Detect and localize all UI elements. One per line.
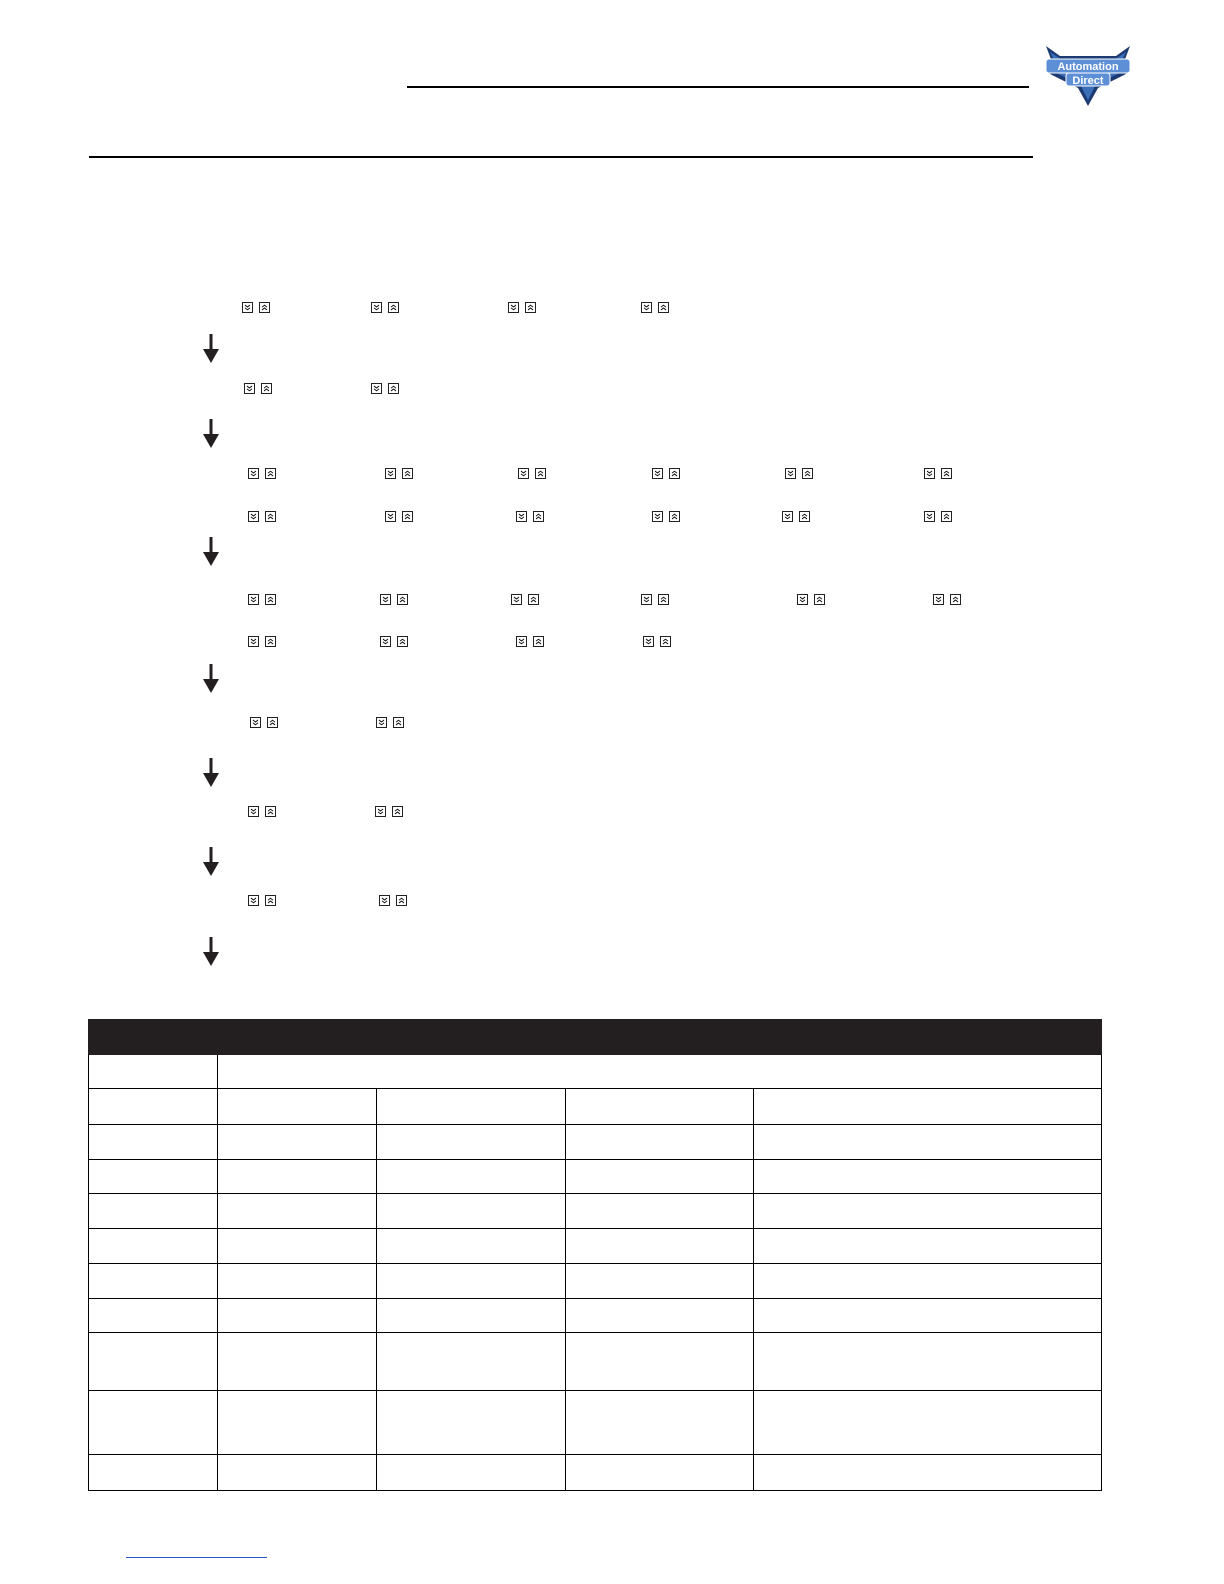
down-key-icon	[641, 302, 652, 313]
up-key-icon	[265, 636, 276, 647]
table-cell	[89, 1229, 218, 1264]
up-key-icon	[658, 302, 669, 313]
down-key-icon	[641, 594, 652, 605]
table-cell	[218, 1055, 1102, 1089]
svg-text:Automation: Automation	[1057, 61, 1119, 73]
key-pair	[641, 594, 669, 605]
table-cell	[377, 1160, 566, 1194]
table-cell	[754, 1229, 1102, 1264]
up-key-icon	[259, 302, 270, 313]
up-key-icon	[799, 511, 810, 522]
up-key-icon	[261, 383, 272, 394]
down-key-icon	[797, 594, 808, 605]
down-key-icon	[375, 806, 386, 817]
up-key-icon	[533, 636, 544, 647]
down-key-icon	[248, 511, 259, 522]
down-key-icon	[376, 717, 387, 728]
key-pair	[924, 511, 952, 522]
down-key-icon	[511, 594, 522, 605]
arrow-down-icon	[202, 537, 220, 567]
down-key-icon	[380, 594, 391, 605]
down-key-icon	[380, 636, 391, 647]
table-row	[89, 1089, 1102, 1125]
table-cell	[377, 1391, 566, 1455]
key-pair	[643, 636, 671, 647]
down-key-icon	[643, 636, 654, 647]
arrow-down-icon	[202, 758, 220, 788]
down-key-icon	[248, 806, 259, 817]
up-key-icon	[265, 468, 276, 479]
arrow-down-icon	[202, 664, 220, 694]
table-cell	[218, 1455, 377, 1491]
up-key-icon	[402, 511, 413, 522]
key-pair	[652, 511, 680, 522]
table-cell	[566, 1229, 754, 1264]
up-key-icon	[660, 636, 671, 647]
key-pair	[516, 511, 544, 522]
table-cell	[218, 1264, 377, 1299]
key-pair	[248, 511, 276, 522]
key-pair	[248, 594, 276, 605]
up-key-icon	[267, 717, 278, 728]
up-key-icon	[802, 468, 813, 479]
table-row	[89, 1229, 1102, 1264]
header-rule-top	[407, 86, 1029, 88]
down-key-icon	[248, 468, 259, 479]
up-key-icon	[396, 895, 407, 906]
key-pair	[248, 895, 276, 906]
footer-link[interactable]	[126, 1557, 267, 1558]
table-cell	[218, 1194, 377, 1229]
up-key-icon	[265, 806, 276, 817]
down-key-icon	[782, 511, 793, 522]
table-cell	[377, 1299, 566, 1333]
table-row	[89, 1194, 1102, 1229]
up-key-icon	[392, 806, 403, 817]
up-key-icon	[535, 468, 546, 479]
table-cell	[377, 1194, 566, 1229]
table-cell	[754, 1194, 1102, 1229]
parameter-table	[88, 1019, 1102, 1491]
down-key-icon	[371, 383, 382, 394]
table-cell	[89, 1391, 218, 1455]
table-cell	[754, 1391, 1102, 1455]
key-pair	[379, 895, 407, 906]
table-cell	[218, 1229, 377, 1264]
key-pair	[508, 302, 536, 313]
down-key-icon	[924, 511, 935, 522]
arrow-down-icon	[202, 847, 220, 877]
table-cell	[754, 1089, 1102, 1125]
header-rule-main	[89, 156, 1033, 158]
up-key-icon	[388, 302, 399, 313]
key-pair	[376, 717, 404, 728]
up-key-icon	[950, 594, 961, 605]
key-pair	[250, 717, 278, 728]
key-pair	[924, 468, 952, 479]
table-cell	[754, 1160, 1102, 1194]
table-row	[89, 1160, 1102, 1194]
table-cell	[218, 1333, 377, 1391]
key-pair	[652, 468, 680, 479]
up-key-icon	[528, 594, 539, 605]
down-key-icon	[248, 594, 259, 605]
down-key-icon	[652, 468, 663, 479]
table-cell	[566, 1194, 754, 1229]
key-pair	[375, 806, 403, 817]
table-cell	[754, 1299, 1102, 1333]
table-cell	[89, 1299, 218, 1333]
table-cell	[89, 1194, 218, 1229]
table-cell	[566, 1160, 754, 1194]
svg-text:Direct: Direct	[1072, 75, 1104, 87]
key-pair	[248, 806, 276, 817]
up-key-icon	[388, 383, 399, 394]
key-pair	[380, 594, 408, 605]
down-key-icon	[516, 511, 527, 522]
key-pair	[242, 302, 270, 313]
key-pair	[785, 468, 813, 479]
table-row	[89, 1264, 1102, 1299]
key-pair	[511, 594, 539, 605]
up-key-icon	[941, 511, 952, 522]
table-cell	[89, 1333, 218, 1391]
down-key-icon	[242, 302, 253, 313]
key-pair	[782, 511, 810, 522]
key-pair	[518, 468, 546, 479]
down-key-icon	[933, 594, 944, 605]
arrow-down-icon	[202, 937, 220, 967]
key-pair	[248, 636, 276, 647]
up-key-icon	[669, 468, 680, 479]
key-pair	[797, 594, 825, 605]
table-cell	[89, 1125, 218, 1160]
table-cell	[566, 1089, 754, 1125]
up-key-icon	[265, 594, 276, 605]
down-key-icon	[385, 468, 396, 479]
key-pair	[380, 636, 408, 647]
key-pair	[385, 468, 413, 479]
table-row	[89, 1333, 1102, 1391]
up-key-icon	[397, 636, 408, 647]
table-row	[89, 1391, 1102, 1455]
down-key-icon	[924, 468, 935, 479]
down-key-icon	[248, 895, 259, 906]
up-key-icon	[533, 511, 544, 522]
table-cell	[89, 1264, 218, 1299]
up-key-icon	[814, 594, 825, 605]
table-cell	[566, 1391, 754, 1455]
key-pair	[371, 383, 399, 394]
key-pair	[933, 594, 961, 605]
table-cell	[89, 1055, 218, 1089]
table-cell	[377, 1229, 566, 1264]
table-cell	[377, 1125, 566, 1160]
table-cell	[566, 1333, 754, 1391]
down-key-icon	[785, 468, 796, 479]
table-cell	[377, 1455, 566, 1491]
table-cell	[566, 1264, 754, 1299]
table-cell	[754, 1125, 1102, 1160]
automationdirect-logo	[1040, 40, 1136, 112]
key-pair	[244, 383, 272, 394]
table-cell	[754, 1333, 1102, 1391]
down-key-icon	[508, 302, 519, 313]
up-key-icon	[669, 511, 680, 522]
table-row	[89, 1455, 1102, 1491]
table-cell	[89, 1160, 218, 1194]
down-key-icon	[250, 717, 261, 728]
table-cell	[377, 1333, 566, 1391]
down-key-icon	[385, 511, 396, 522]
up-key-icon	[402, 468, 413, 479]
table-row	[89, 1125, 1102, 1160]
table-cell	[89, 1455, 218, 1491]
up-key-icon	[393, 717, 404, 728]
table-cell	[218, 1089, 377, 1125]
up-key-icon	[525, 302, 536, 313]
arrow-down-icon	[202, 334, 220, 364]
table-cell	[566, 1455, 754, 1491]
table-cell	[89, 1089, 218, 1125]
table-cell	[377, 1264, 566, 1299]
down-key-icon	[516, 636, 527, 647]
down-key-icon	[379, 895, 390, 906]
table-cell	[218, 1299, 377, 1333]
up-key-icon	[941, 468, 952, 479]
up-key-icon	[658, 594, 669, 605]
table-row	[89, 1299, 1102, 1333]
table-cell	[218, 1391, 377, 1455]
key-pair	[385, 511, 413, 522]
down-key-icon	[371, 302, 382, 313]
down-key-icon	[244, 383, 255, 394]
table-cell	[566, 1125, 754, 1160]
up-key-icon	[265, 895, 276, 906]
table-cell	[218, 1160, 377, 1194]
table-cell	[377, 1089, 566, 1125]
up-key-icon	[397, 594, 408, 605]
down-key-icon	[518, 468, 529, 479]
table-row	[89, 1055, 1102, 1089]
table-cell	[754, 1264, 1102, 1299]
key-pair	[248, 468, 276, 479]
table-cell	[566, 1299, 754, 1333]
table-header-row	[89, 1020, 1102, 1055]
key-pair	[371, 302, 399, 313]
arrow-down-icon	[202, 419, 220, 449]
key-pair	[641, 302, 669, 313]
down-key-icon	[248, 636, 259, 647]
table-cell	[218, 1125, 377, 1160]
key-pair	[516, 636, 544, 647]
up-key-icon	[265, 511, 276, 522]
down-key-icon	[652, 511, 663, 522]
table-header	[89, 1020, 1102, 1055]
table-cell	[754, 1455, 1102, 1491]
